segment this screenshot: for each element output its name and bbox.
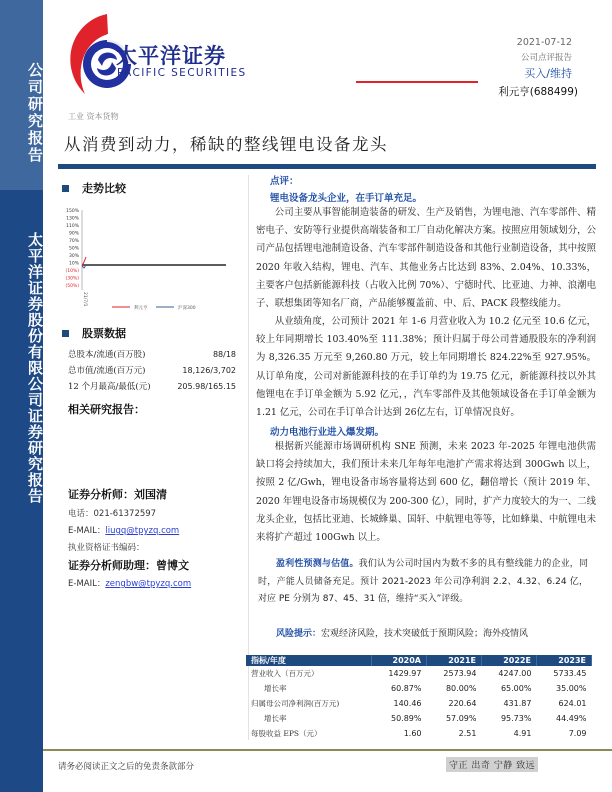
- comment-label: 点评：: [270, 176, 299, 187]
- svg-text:150%: 150%: [66, 209, 79, 214]
- stock-data-label: 总股本/流通(百万股): [68, 350, 146, 360]
- bullet-square-icon: [62, 185, 69, 192]
- analyst-phone: [68, 507, 156, 519]
- cell: 2573.94: [443, 669, 477, 678]
- paragraph-risk: [258, 626, 598, 643]
- cell: 50.89%: [390, 714, 422, 723]
- risk-heading: 风险提示：: [276, 629, 322, 639]
- stock-data-value: 88/18: [212, 350, 236, 359]
- stock-data-label: 总市值/流通(百万元): [68, 366, 146, 376]
- col-header: 2022E: [481, 655, 536, 666]
- table-row: [246, 711, 592, 726]
- table-row: [246, 681, 592, 696]
- col-header: 2020A: [372, 655, 427, 666]
- title-divider: [58, 164, 596, 169]
- col-header: 2023E: [536, 655, 591, 666]
- analyst-name: 证券分析师：刘国清: [68, 488, 167, 501]
- svg-text:50%: 50%: [68, 246, 79, 252]
- svg-text:130%: 130%: [66, 216, 79, 222]
- phone-label: 电话：: [68, 509, 94, 519]
- forecast-header-row: [246, 655, 592, 666]
- analyst-email-link[interactable]: liugq@tpyzq.com: [105, 526, 180, 536]
- sidebar-bottom-label: 太平洋证券股份有限公司证券研究报告: [26, 232, 44, 504]
- cell: 1429.97: [388, 669, 422, 678]
- svg-text:90%: 90%: [68, 231, 79, 237]
- cell: 220.64: [448, 699, 477, 708]
- paragraph-forecast: [258, 556, 588, 609]
- email-label: E-MAIL：: [68, 526, 106, 536]
- stock-data-row: [68, 347, 236, 363]
- phone-value: 021-61372597: [93, 509, 157, 519]
- cell: 65.00%: [500, 684, 532, 693]
- assistant-email: [68, 577, 191, 589]
- paragraph-market: [256, 438, 596, 547]
- cell: 57.09%: [445, 714, 477, 723]
- report-type: 公司点评报告: [520, 53, 572, 63]
- forecast-table: [246, 655, 592, 741]
- stock-data-table: [68, 347, 236, 395]
- paragraph-text: 公司主要从事智能制造装备的研发、生产及销售，为锂电池、汽车零部件、精密电子、安防等行业提供高端装备和工厂自动化解决方案。按照应用领域划分，公司产品包括锂电池制造设备、汽车零部件制造设备和其他行业制造设备，其中按照 2020 年收入结构，锂电、汽车、其他业务占比达到 83%、2.04%、10.33%，主要客户包括新能源科技（占收入比例 70%）、宁德时代、比亚迪、力神、浪潮电子、联想集团等知名厂商，产品能够覆盖前、中、后、PACK 段整线能力。: [256, 207, 596, 310]
- cell: 1.60: [403, 729, 422, 738]
- bullet-square-icon: [62, 330, 69, 337]
- logo-english-name: PACIFIC SECURITIES: [117, 67, 247, 79]
- report-date: 2021-07-12: [516, 37, 572, 48]
- sector-label: 工业 资本货物: [68, 112, 119, 121]
- logo-chinese-name: 太平洋证券: [116, 44, 226, 68]
- svg-text:21/7/1: 21/7/1: [82, 292, 87, 307]
- stock-data-label: 12 个月最高/最低(元): [68, 382, 151, 392]
- table-row: [246, 726, 592, 741]
- stock-data-heading-label: 股票数据: [82, 327, 126, 340]
- col-header: 指标/年度: [246, 655, 372, 666]
- footer-disclaimer: 请务必阅读正文之后的免责条款部分: [58, 762, 195, 772]
- rating-underline: [356, 81, 478, 83]
- assistant-email-link[interactable]: zengbw@tpyzq.com: [105, 579, 192, 589]
- forecast-text: 我们认为公司时国内为数不多的具有整线能力的企业，同时，产能人员储备充足。预计 2021-2023 年公司净利润 2.2、4.32、6.24 亿，对应 PE 分别为 87、45、31 倍，维持“买入”评级。: [258, 559, 588, 604]
- cell: 140.46: [393, 699, 422, 708]
- analyst-cert: 执业资格证书编码：: [68, 543, 145, 553]
- cell: 4247.00: [498, 669, 532, 678]
- cell: 431.87: [503, 699, 532, 708]
- col-header: 2021E: [427, 655, 482, 666]
- svg-text:(50%): (50%): [65, 284, 79, 289]
- stock-data-value: 205.98/165.15: [177, 382, 236, 391]
- stock-data-row: [68, 363, 236, 379]
- table-row: [246, 696, 592, 711]
- svg-text:10%: 10%: [68, 261, 79, 267]
- svg-text:(10%): (10%): [65, 269, 79, 274]
- trend-heading: [62, 180, 126, 196]
- analyst-email: [68, 524, 179, 536]
- row-label: 增长率: [264, 714, 287, 723]
- paragraph-text: 根据新兴能源市场调研机构 SNE 预测，未来 2023 年-2025 年锂电池供需缺口将会持续加大，我们预计未来几年每年电池扩产需求将达到 300Gwh 以上，按照 2 亿/Gwh，锂电设备市场容量将达到 600 亿，翻倍增长（预计 2019 年、2020 年锂电设备市场规模仅为 200-300 亿），同时，扩产力度较大的为一、二线龙头企业，包括比亚迪、长城蜂巢、国轩、中航锂电等等，比如蜂巢、中航锂电未来将扩产超过 100Gwh 以上。: [256, 441, 596, 544]
- stock-data-row: [68, 379, 236, 395]
- paragraph-text: 从业绩角度，公司预计 2021 年 1-6 月营业收入为 10.2 亿元至 10.6 亿元，较上年同期增长 103.40%至 111.38%；预计归属于母公司普通股股东的净利润为 8,326.35 万元至 9,260.80 万元，较上年同期增长 824.22%至 927.95%。从订单角度，公司对新能源科技的在手订单约为 19.75 亿元，新能源科技以外其他锂电在手订单金额为 5.92 亿元，，汽车零部件及其他领域设备在手订单金额为 1.21 亿元，公司在手订单合计达到 26亿左右，订单情况良好。: [256, 316, 596, 419]
- email-label: E-MAIL：: [68, 579, 106, 589]
- sidebar: [0, 0, 43, 792]
- table-row: [246, 666, 592, 681]
- row-label: 归属母公司净利润(百万元): [251, 699, 340, 708]
- row-label: 增长率: [264, 684, 287, 693]
- svg-text:沪深300: 沪深300: [178, 306, 196, 311]
- svg-text:70%: 70%: [68, 239, 79, 244]
- svg-text:(30%): (30%): [65, 276, 79, 282]
- cell: 5733.45: [553, 669, 587, 678]
- assistant-name: 证券分析师助理：曾博文: [68, 559, 189, 572]
- cell: 4.91: [513, 729, 532, 738]
- footer-motto: 守正 出奇 宁静 致远: [446, 757, 538, 772]
- stock-name: 利元亨(688499): [498, 86, 578, 98]
- svg-text:利元亨: 利元亨: [134, 306, 148, 311]
- cell: 44.49%: [555, 714, 587, 723]
- sidebar-top-label: 公司研究报告: [26, 62, 44, 164]
- cell: 80.00%: [445, 684, 477, 693]
- cell: 60.87%: [390, 684, 422, 693]
- cell: 35.00%: [555, 684, 587, 693]
- trend-chart-svg: [55, 200, 250, 320]
- section-head-leader: 锂电设备龙头企业，在手订单充足。: [270, 193, 423, 204]
- row-label: 营业收入（百万元）: [251, 669, 319, 678]
- paragraph-performance: [256, 313, 596, 422]
- paragraph-business: [256, 204, 596, 313]
- report-meta: [517, 36, 572, 82]
- risk-text: 宏观经济风险，技术突破低于预期风险；海外疫情风: [321, 629, 529, 639]
- forecast-heading: 盈利性预测与估值。: [276, 559, 359, 569]
- cell: 624.01: [558, 699, 587, 708]
- row-label: 每股收益 EPS（元）: [251, 729, 322, 738]
- related-reports-heading: 相关研究报告：: [68, 403, 145, 416]
- svg-text:30%: 30%: [68, 254, 79, 259]
- footer-divider: [43, 749, 612, 751]
- svg-text:110%: 110%: [66, 224, 79, 229]
- section-head-battery: 动力电池行业进入爆发期。: [270, 427, 385, 438]
- trend-chart: [55, 200, 250, 320]
- cell: 95.73%: [500, 714, 532, 723]
- page-title: 从消费到动力，稀缺的整线锂电设备龙头: [64, 135, 388, 154]
- cell: 7.09: [568, 729, 587, 738]
- stock-data-value: 18,126/3,702: [182, 366, 236, 375]
- stock-data-heading: [62, 325, 126, 341]
- cell: 2.51: [458, 729, 477, 738]
- rating: 买入/维持: [524, 67, 572, 80]
- trend-heading-label: 走势比较: [82, 182, 126, 195]
